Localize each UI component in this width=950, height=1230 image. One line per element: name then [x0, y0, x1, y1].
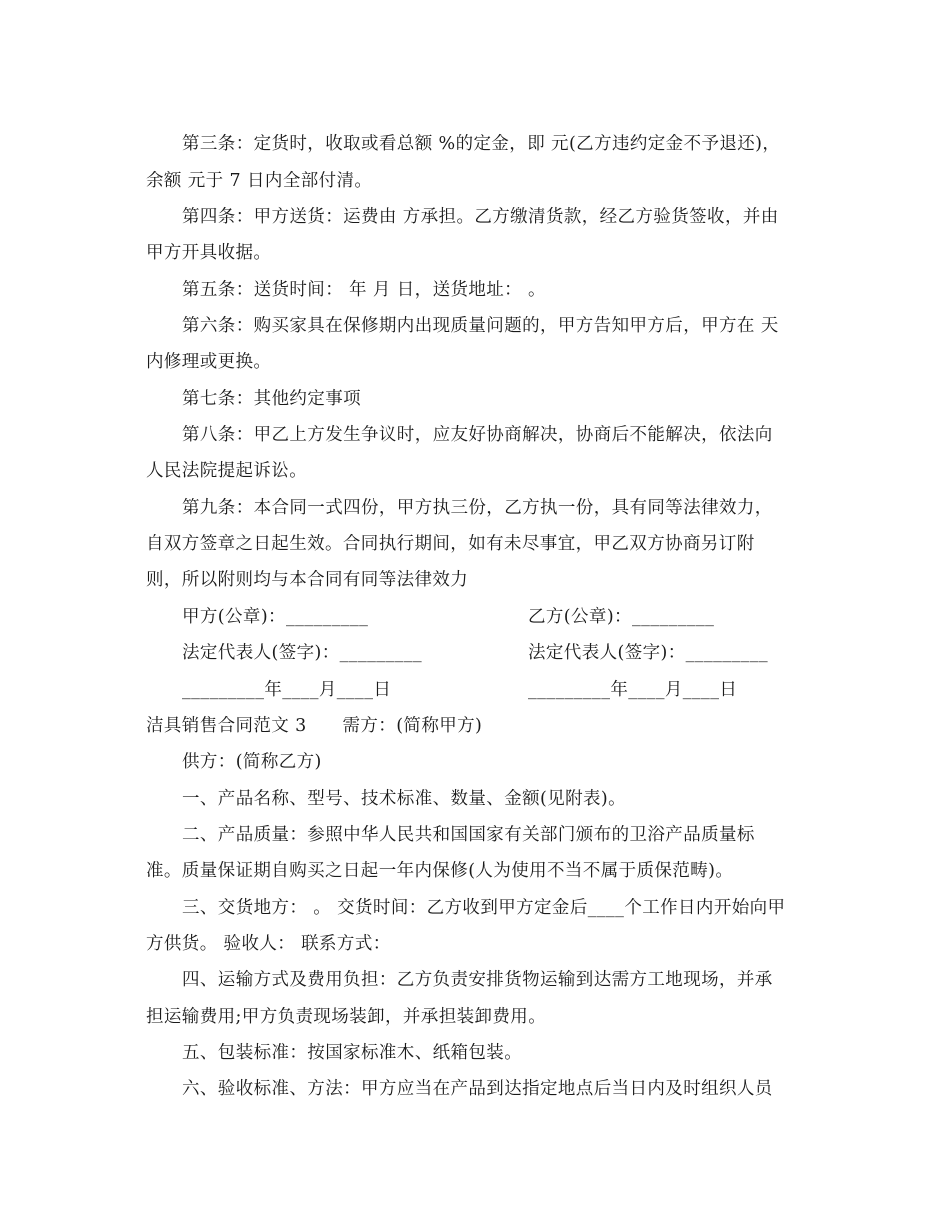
item-2-line-2: 准。质量保证期自购买之日起一年内保修(人为使用不当不属于质保范畴)。: [146, 861, 734, 881]
clause-5-line-1: 第五条：送货时间： 年 月 日，送货地址： 。: [182, 280, 546, 300]
clause-4-line-1: 第四条：甲方送货：运费由 方承担。乙方缴清货款，经乙方验货签收，并由: [182, 207, 779, 227]
party-b-seal: 乙方(公章)：_________: [528, 607, 715, 627]
item-1-line-1: 一、产品名称、型号、技术标准、数量、金额(见附表)。: [182, 789, 627, 809]
item-5-line-1: 五、包装标准：按国家标准木、纸箱包装。: [182, 1043, 523, 1063]
clause-6-line-1: 第六条：购买家具在保修期内出现质量问题的，甲方告知甲方后，甲方在 天: [182, 316, 779, 336]
party-a-seal: 甲方(公章)：_________: [182, 607, 369, 627]
clause-9-line-3: 则，所以附则均与本合同有同等法律效力: [146, 570, 469, 590]
item-3-line-2: 方供货。 验收人： 联系方式：: [146, 934, 391, 954]
clause-6-line-2: 内修理或更换。: [146, 352, 272, 372]
clause-9-line-1: 第九条：本合同一式四份，甲方执三份，乙方执一份，具有同等法律效力，: [182, 498, 773, 518]
clause-3-line-1: 第三条：定货时，收取或看总额 %的定金，即 元(乙方违约定金不予退还)，: [182, 134, 781, 154]
item-6-line-1: 六、验收标准、方法：甲方应当在产品到达指定地点后当日内及时组织人员: [182, 1079, 773, 1099]
clause-9-line-2: 自双方签章之日起生效。合同执行期间，如有未尽事宜，甲乙双方协商另订附: [146, 534, 755, 554]
item-3-line-1: 三、交货地方： 。 交货时间：乙方收到甲方定金后____个工作日内开始向甲: [182, 898, 786, 918]
item-4-line-2: 担运输费用;甲方负责现场装卸，并承担装卸费用。: [146, 1007, 547, 1027]
party-a-date: _________年____月____日: [182, 680, 392, 700]
item-2-line-1: 二、产品质量：参照中华人民共和国国家有关部门颁布的卫浴产品质量标: [182, 825, 755, 845]
section-title: 洁具销售合同范文 3 需方：(简称甲方): [146, 716, 483, 736]
clause-4-line-2: 甲方开具收据。: [146, 243, 272, 263]
clause-3-line-2: 余额 元于 7 日内全部付清。: [146, 171, 373, 191]
clause-8-line-1: 第八条：甲乙上方发生争议时，应友好协商解决，协商后不能解决，依法向: [182, 425, 773, 445]
item-4-line-1: 四、运输方式及费用负担：乙方负责安排货物运输到达需方工地现场，并承: [182, 970, 773, 990]
clause-7-line-1: 第七条：其他约定事项: [182, 389, 361, 409]
party-a-representative: 法定代表人(签字)：_________: [182, 643, 423, 663]
party-b-representative: 法定代表人(签字)：_________: [528, 643, 769, 663]
party-b-date: _________年____月____日: [528, 680, 738, 700]
supplier-line: 供方：(简称乙方): [182, 752, 322, 772]
clause-8-line-2: 人民法院提起诉讼。: [146, 461, 308, 481]
